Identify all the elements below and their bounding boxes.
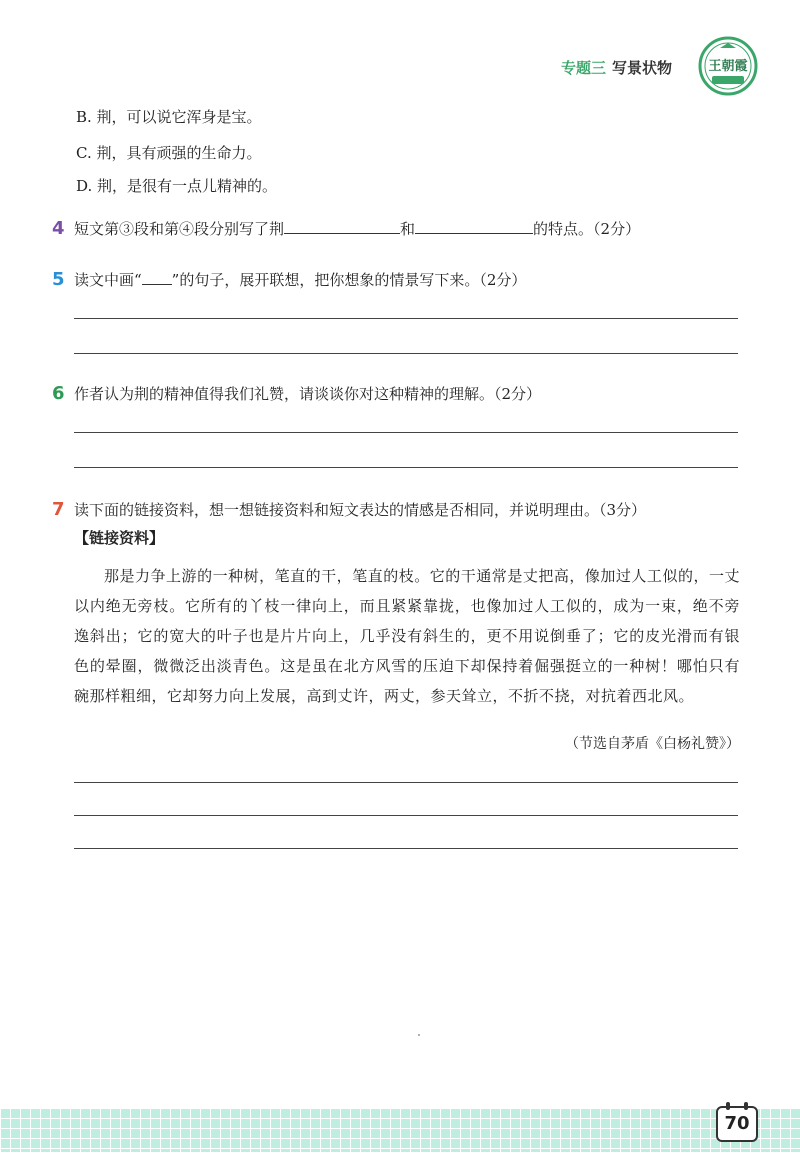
answer-line[interactable] [74, 782, 738, 783]
question-4 [52, 218, 640, 239]
logo-text: 王朝霞 [708, 59, 748, 74]
page-number: 70 [716, 1106, 758, 1142]
question-7 [52, 499, 646, 520]
section-header [561, 57, 672, 78]
question-text: 的特点。（2分） [533, 220, 641, 238]
answer-blank-2[interactable] [415, 219, 533, 234]
choice-d: D. 荆，是很有一点儿精神的。 [76, 177, 278, 195]
choice-b: B. 荆，可以说它浑身是宝。 [76, 108, 262, 126]
question-text: ”的句子，展开联想，把你想象的情景写下来。（2分） [171, 271, 527, 289]
answer-line[interactable] [74, 432, 738, 433]
underline-mark [142, 274, 172, 285]
topic-number: 专题三 [560, 59, 606, 77]
question-number: 5 [52, 269, 65, 290]
question-number: 7 [52, 499, 65, 520]
answer-blank-1[interactable] [284, 219, 400, 234]
question-number: 6 [52, 383, 65, 404]
source-citation: （节选自茅盾《白杨礼赞》） [565, 736, 740, 752]
footer-grid-band [0, 1108, 800, 1152]
question-number: 4 [52, 218, 65, 239]
topic-title: 写景状物 [611, 59, 672, 77]
choice-c: C. 荆，具有顽强的生命力。 [76, 144, 262, 162]
answer-line[interactable] [74, 318, 738, 319]
link-material-title: 【链接资料】 [74, 529, 165, 547]
question-text: 短文第③段和第④段分别写了荆 [74, 220, 285, 238]
question-text: 和 [400, 220, 416, 238]
question-text: 读下面的链接资料，想一想链接资料和短文表达的情感是否相同，并说明理由。（3分） [74, 501, 647, 519]
question-5 [52, 269, 526, 290]
answer-line[interactable] [74, 353, 738, 354]
link-material-paragraph: 那是力争上游的一种树，笔直的干，笔直的枝。它的干通常是丈把高，像加过人工似的，一丈以内绝无旁枝。它所有的丫枝一律向上，而且紧紧靠拢，也像加过人工似的，成为一束，绝不旁逸斜出；它的宽大的叶子也是片片向上，几乎没有斜生的，更不用说倒垂了；它的皮光滑而有银色的晕圈，微微泛出淡青色。这是虽在北方风雪的压迫下却保持着倔强挺立的一种树！哪怕只有碗那样粗细，它却努力向上发展，高到丈许，两丈，参天耸立，不折不挠，对抗着西北风。 [74, 567, 740, 705]
scan-dot [418, 1034, 420, 1036]
answer-line[interactable] [74, 467, 738, 468]
question-text: 读文中画“ [74, 271, 142, 289]
answer-line[interactable] [74, 815, 738, 816]
answer-line[interactable] [74, 848, 738, 849]
brand-logo [698, 36, 758, 96]
question-text: 作者认为荆的精神值得我们礼赞，请谈谈你对这种精神的理解。（2分） [74, 385, 542, 403]
question-6 [52, 383, 541, 404]
